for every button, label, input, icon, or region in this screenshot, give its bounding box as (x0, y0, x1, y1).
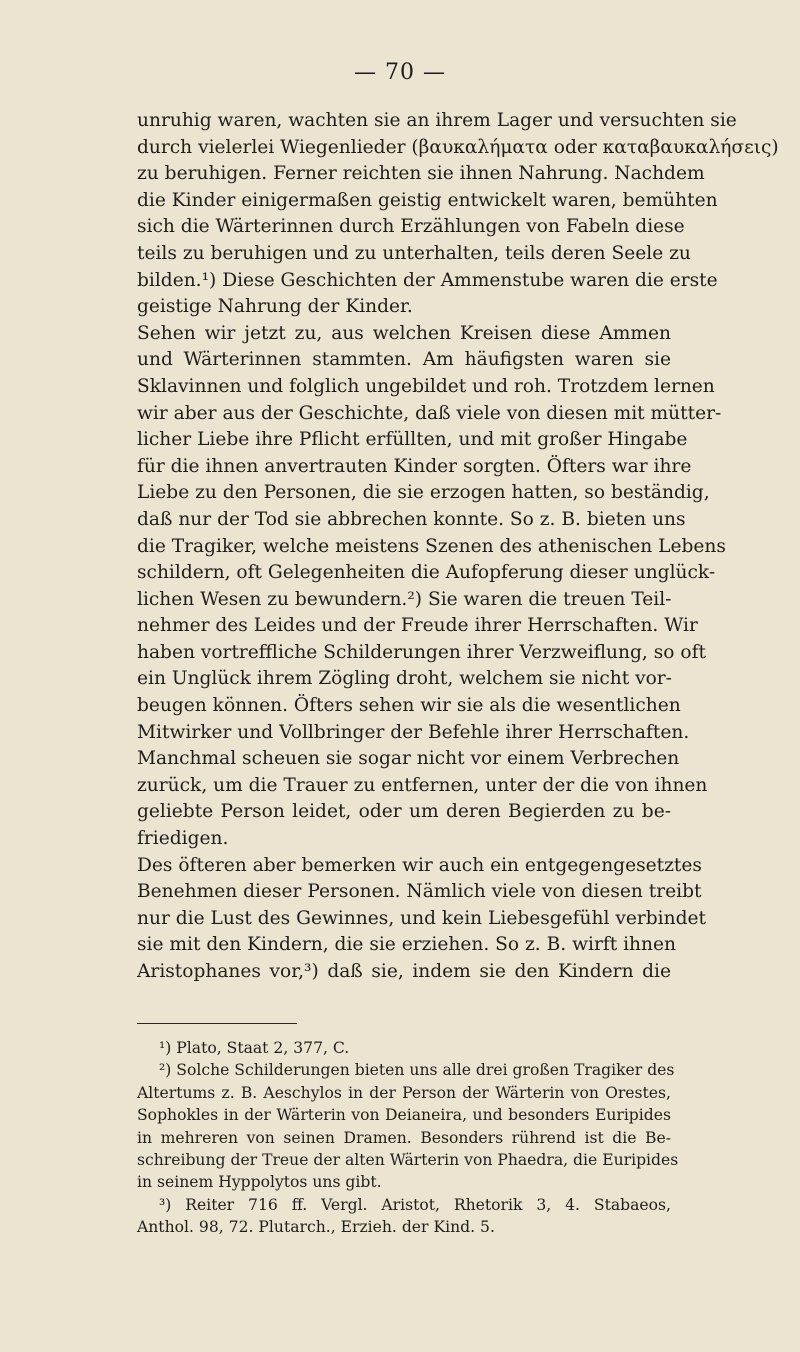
text-line: Sehen wir jetzt zu, aus welchen Kreisen diese Ammen (137, 322, 671, 344)
text-line: geliebte Person leidet, oder um deren Begierden zu be- (137, 801, 671, 823)
text-line: friedigen. (137, 828, 229, 850)
text-line: sich die Wärterinnen durch Erzählungen von Fabeln diese (137, 216, 685, 238)
footnote-line: ³) Reiter 716 ff. Vergl. Aristot, Rhetorik 3, 4. Stabaeos, (159, 1195, 671, 1214)
text-line: lichen Wesen zu bewundern.²) Sie waren die treuen Teil- (137, 588, 672, 610)
text-line: die Tragiker, welche meistens Szenen des athenischen Lebens (137, 535, 726, 557)
text-line: Liebe zu den Personen, die sie erzogen hatten, so beständig, (137, 482, 710, 504)
text-line: nehmer des Leides und der Freude ihrer Herrschaften. Wir (137, 615, 698, 637)
text-line: unruhig waren, wachten sie an ihrem Lager und versuchten sie (137, 110, 737, 131)
footnote-divider (137, 1023, 297, 1024)
text-line: Manchmal scheuen sie sogar nicht vor einem Verbrechen (137, 748, 680, 770)
footnote-line: ¹) Plato, Staat 2, 377, C. (159, 1039, 350, 1057)
text-line: Aristophanes vor,³) daß sie, indem sie den Kindern die (137, 961, 671, 982)
text-line: bilden.¹) Diese Geschichten der Ammenstube waren die erste (137, 269, 718, 291)
footnote-line: ²) Solche Schilderungen bieten uns alle drei großen Tragiker des (159, 1061, 675, 1080)
footnote-line: Sophokles in der Wärterin von Deianeira, und besonders Euripides (137, 1106, 671, 1125)
text-line: durch vielerlei Wiegenlieder (βαυκαλήματα oder καταβαυκαλήσεις) (137, 136, 779, 158)
text-line: beugen können. Öfters sehen wir sie als die wesentlichen (137, 695, 681, 717)
text-line: zu beruhigen. Ferner reichten sie ihnen Nahrung. Nachdem (137, 163, 705, 185)
text-line: teils zu beruhigen und zu unterhalten, teils deren Seele zu (137, 242, 691, 264)
text-line: schildern, oft Gelegenheiten die Aufopferung dieser unglück- (137, 562, 716, 584)
text-line: Mitwirker und Vollbringer der Befehle ihrer Herrschaften. (137, 721, 690, 743)
main-text (137, 108, 779, 986)
footnote-line: Altertums z. B. Aeschylos in der Person der Wärterin von Orestes, (137, 1083, 671, 1102)
text-line: wir aber aus der Geschichte, daß viele von diesen mit mütter- (137, 402, 722, 424)
footnote-line: in mehreren von seinen Dramen. Besonders rührend ist die Be- (137, 1128, 671, 1147)
text-line: licher Liebe ihre Pflicht erfüllten, und mit großer Hingabe (137, 429, 688, 451)
text-line: und Wärterinnen stammten. Am häufigsten waren sie (137, 349, 671, 371)
text-line: zurück, um die Trauer zu entfernen, unter der die von ihnen (137, 774, 708, 796)
text-line: geistige Nahrung der Kinder. (137, 296, 413, 318)
text-line: für die ihnen anvertrauten Kinder sorgten. Öfters war ihre (137, 455, 692, 477)
footnotes (137, 1037, 679, 1239)
text-line: Des öfteren aber bemerken wir auch ein entgegengesetztes (137, 854, 702, 876)
footnote-line: Anthol. 98, 72. Plutarch., Erzieh. der Kind. 5. (137, 1218, 495, 1237)
text-line: sie mit den Kindern, die sie erziehen. So z. B. wirft ihnen (137, 934, 676, 956)
text-line: daß nur der Tod sie abbrechen konnte. So z. B. bieten uns (137, 508, 686, 530)
text-line: die Kinder einigermaßen geistig entwickelt waren, bemühten (137, 189, 718, 211)
text-line: Benehmen dieser Personen. Nämlich viele von diesen treibt (137, 881, 702, 903)
text-line: haben vortreffliche Schilderungen ihrer Verzweiflung, so oft (137, 641, 706, 663)
footnote-line: in seinem Hyppolytos uns gibt. (137, 1173, 382, 1192)
footnote-line: schreibung der Treue der alten Wärterin von Phaedra, die Euripides (137, 1151, 679, 1170)
text-line: nur die Lust des Gewinnes, und kein Liebesgefühl verbindet (137, 907, 706, 929)
text-line: ein Unglück ihrem Zögling droht, welchem sie nicht vor- (137, 668, 672, 690)
text-line: Sklavinnen und folglich ungebildet und roh. Trotzdem lernen (137, 375, 715, 397)
page-number: — 70 — (354, 60, 446, 85)
